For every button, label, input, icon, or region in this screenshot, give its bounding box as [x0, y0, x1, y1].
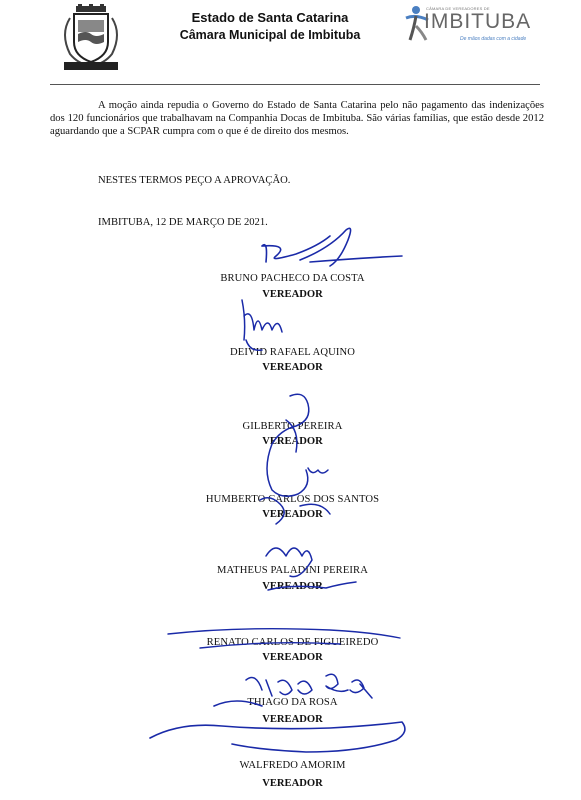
date-line: IMBITUBA, 12 DE MARÇO DE 2021. — [98, 217, 268, 228]
signatory-name: RENATO CARLOS DE FIGUEIREDO — [206, 637, 379, 648]
signature-deivid — [242, 300, 282, 350]
signatory-name: THIAGO DA ROSA — [247, 697, 338, 708]
logo-name: IMBITUBA — [424, 10, 532, 33]
logo-slogan: De mãos dadas com a cidade — [460, 36, 527, 42]
coat-of-arms-icon — [56, 4, 126, 72]
signatory-name: GILBERTO PEREIRA — [242, 421, 343, 432]
signatory-name: DEIVID RAFAEL AQUINO — [230, 347, 355, 358]
state-name: Estado de Santa Catarina — [191, 10, 349, 25]
signatory-name: HUMBERTO CARLOS DOS SANTOS — [205, 494, 380, 505]
signatory-name: WALFREDO AMORIM — [239, 760, 346, 771]
signatory-role: VEREADOR — [262, 652, 323, 663]
signatory-role: VEREADOR — [262, 778, 323, 789]
signature-walfredo — [150, 701, 405, 752]
letterhead — [0, 0, 581, 90]
signatory-role: VEREADOR — [262, 362, 323, 373]
signature-thiago — [246, 674, 372, 698]
motion-paragraph: A moção ainda repudia o Governo do Estado de Santa Catarina pelo não pagamento das indenizações dos 120 funcionários que trabalhavam na Companhia Docas de Imbituba. São várias famílias, que estão desde 2012 aguardando que a SCPAR cumpra com o que é de direito dos mesmos. — [50, 100, 544, 137]
header-divider — [50, 84, 540, 85]
signatory-role: VEREADOR — [262, 509, 323, 520]
signatory-name: MATHEUS PALADINI PEREIRA — [217, 565, 368, 576]
signatory-role: VEREADOR — [262, 581, 323, 592]
signature-bruno — [262, 228, 402, 266]
logo-caption: CÂMARA DE VEREADORES DE — [426, 6, 490, 11]
signatory-role: VEREADOR — [262, 289, 323, 300]
signatory-role: VEREADOR — [262, 436, 323, 447]
chamber-name: Câmara Municipal de Imbituba — [179, 28, 361, 42]
signatory-name: BRUNO PACHECO DA COSTA — [220, 273, 365, 284]
signatory-role: VEREADOR — [262, 714, 323, 725]
closing-request: NESTES TERMOS PEÇO A APROVAÇÃO. — [98, 175, 291, 186]
chamber-logo — [402, 2, 552, 52]
